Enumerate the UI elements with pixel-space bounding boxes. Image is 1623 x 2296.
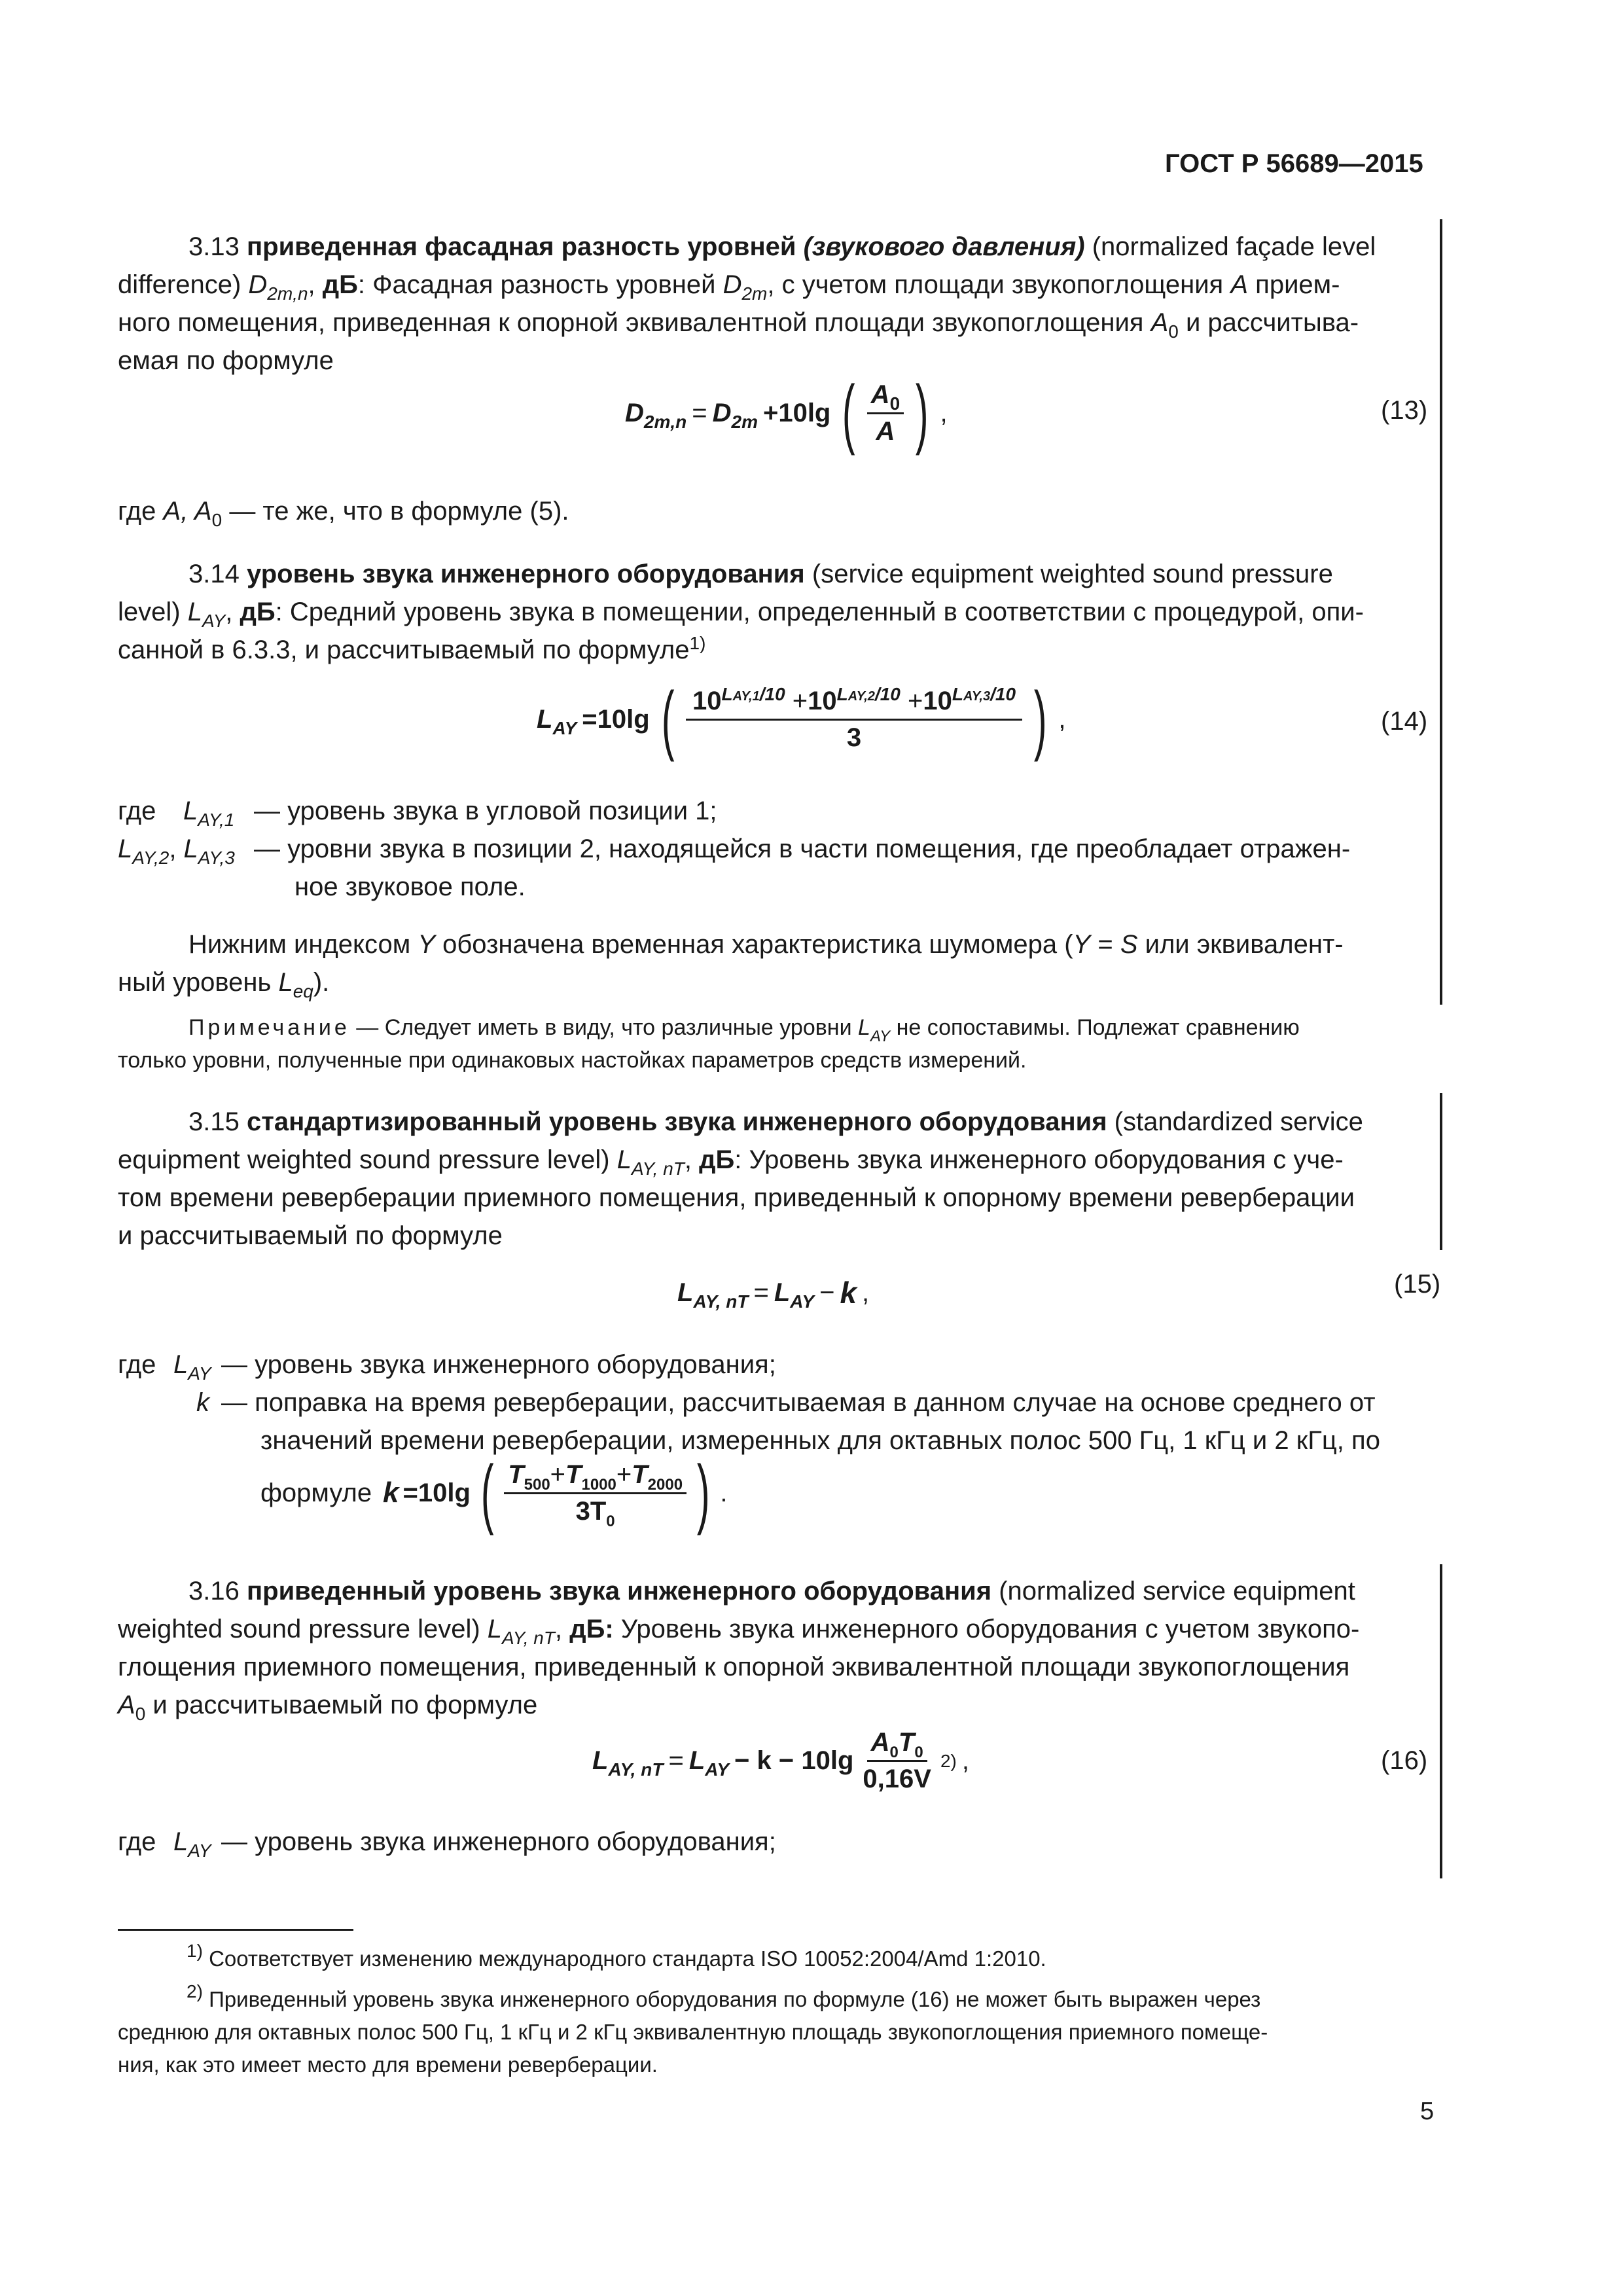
fraction: $\frac{A_0T_0}{0,16V}$ xyxy=(863,1728,931,1793)
formula-symbol: D xyxy=(625,398,644,427)
where-item: где xyxy=(118,1350,156,1379)
symbol: A xyxy=(1150,308,1169,337)
definition-text: и рассчитыва- xyxy=(1185,308,1359,337)
english-term-cont: equipment weighted sound pressure level) xyxy=(118,1145,610,1174)
english-term-cont: level) xyxy=(118,598,181,626)
formula-punct: , xyxy=(1058,704,1066,734)
fraction: $\frac{10^{LAY,1/10} +10^{LAY,2/10} +10^{LAY,3/10}}{3}$ xyxy=(686,687,1022,753)
unit: дБ xyxy=(240,598,276,626)
paren-open: ( xyxy=(480,1450,494,1536)
where-item: где xyxy=(118,797,156,825)
definition-text: : Фасадная разность уровней xyxy=(357,270,716,299)
section-number: 3.15 xyxy=(188,1107,240,1136)
unit: дБ xyxy=(699,1145,735,1174)
symbol-sub: 2m xyxy=(741,283,768,304)
change-bar xyxy=(1440,1564,1442,1878)
term: приведенная фасадная разность уровней xyxy=(246,232,796,261)
where-item: где xyxy=(118,1827,156,1856)
where-text: — уровни звука в позиции 2, находящейся в части помещения, где преобладает отражен- ное звуковое поле. xyxy=(254,834,1351,901)
footnote-1: $^{1)}$ Соответствует изменению международного стандарта ISO 10052:2004/Amd 1:2010. xyxy=(187,1941,1046,1971)
definition-text: , с учетом площади звукопоглощения xyxy=(767,270,1224,299)
power-base: 10 xyxy=(923,686,952,715)
symbol: A xyxy=(1230,270,1249,299)
definition-text: емая по формуле xyxy=(118,346,334,375)
symbol-sub: AY, nT xyxy=(502,1628,555,1648)
formula-operator: =10lg xyxy=(582,704,650,734)
section-number: 3.16 xyxy=(188,1577,240,1605)
definition-text: санной в 6.3.3, и рассчитываемый по формуле xyxy=(118,636,690,664)
symbol-sub: 2m,n xyxy=(267,283,308,304)
page-number: 5 xyxy=(1420,2098,1435,2125)
formula-operator: + xyxy=(907,686,923,715)
formula-sub: AY xyxy=(552,717,577,738)
footnote-2: $^{2)}$ Приведенный уровень звука инженерного оборудования по формуле (16) не может быть выражен через среднюю для октавных полос 500 Гц, 1 кГц и 2 кГц эквивалентную площадь звукопоглощения приемного помеще- ния, как это имеет место для времени реверберации. xyxy=(118,1981,1268,2077)
paren-open: ( xyxy=(842,370,855,456)
unit: дБ: xyxy=(569,1615,614,1643)
change-bar xyxy=(1440,219,1442,1005)
equation-number: (15) xyxy=(1394,1270,1441,1299)
footnote-separator xyxy=(118,1929,353,1931)
term-qualifier: (звукового давления) xyxy=(803,232,1085,261)
paren-open: ( xyxy=(661,676,675,762)
power-base: 10 xyxy=(692,686,722,715)
where-symbol: $L_{AY,1}$ xyxy=(183,797,235,830)
symbol-sub: AY xyxy=(202,611,226,631)
symbol: D xyxy=(248,270,268,299)
english-term: (normalized service equipment xyxy=(999,1577,1355,1605)
definition-text: : Средний уровень звука в помещении, определенный в соответствии с процедурой, опи- xyxy=(275,598,1364,626)
formula-k: k =10lg ( $\frac{T_{500}+T_{1000}+T_{2000}}{3T_0}$ ) . xyxy=(383,1450,728,1536)
section-3-16: 3.16 приведенный уровень звука инженерного оборудования (normalized service equipment weighted sound pressure level) $L_{AY, nT}$, дБ: Уровень звука инженерного оборудования с учетом звукопо- глощения приемного помещения, приведенный к опорной эквивалентной площади звукопоглощения $A_0$ и рассчитываемый по формуле xyxy=(118,1572,1430,1724)
symbol: L xyxy=(187,598,202,626)
definition-text: Уровень звука инженерного оборудования с учетом звукопо- xyxy=(613,1615,1360,1643)
change-bar xyxy=(1440,1093,1442,1250)
formula-sub: 2m xyxy=(731,411,758,432)
term: стандартизированный уровень звука инженерного оборудования xyxy=(246,1107,1107,1136)
equation-number: (16) xyxy=(1381,1746,1428,1775)
english-term-cont: difference) xyxy=(118,270,241,299)
formula-sub: 0 xyxy=(889,393,901,414)
index-paragraph: Нижним индексом Y обозначена временная характеристика шумомера (Y = S или эквивалент- ный уровень $L_{eq}$). xyxy=(118,930,1344,1001)
where-text: — поправка на время реверберации, рассчитываемая в данном случае на основе среднего от значений времени реверберации, измеренных для октавных полос 500 Гц, 1 кГц и 2 кГц, по xyxy=(221,1388,1380,1455)
symbol-sub: 0 xyxy=(1168,321,1179,342)
definition-text: том времени реверберации приемного помещения, приведенный к опорному времени реверберации xyxy=(118,1183,1355,1212)
where-symbol: $L_{AY}$ xyxy=(173,1827,211,1861)
fraction: $\frac{T_{500}+T_{1000}+T_{2000}}{3T_0}$ xyxy=(504,1460,687,1526)
where-symbol: k xyxy=(196,1388,209,1417)
equation-number: (13) xyxy=(1381,396,1428,425)
formula-15: $L_{AY, nT}$ = $L_{AY}$ − k , xyxy=(677,1276,870,1312)
numerator: A xyxy=(870,380,890,409)
fraction xyxy=(867,380,904,446)
definition-text: прием- xyxy=(1255,270,1340,299)
where-symbol: $L_{AY,2}$, $L_{AY,3}$ xyxy=(118,834,235,868)
where-clause: где A, $A_0$ — те же, что в формуле (5). xyxy=(118,497,569,530)
formula-16: $L_{AY, nT}$ = $L_{AY}$ − k − 10lg $\frac{A_0T_0}{0,16V}$ 2) , xyxy=(592,1728,969,1793)
section-3-15: 3.15 стандартизированный уровень звука инженерного оборудования (standardized service equipment weighted sound pressure level) $L_{AY, nT}$, дБ: Уровень звука инженерного оборудования с уче- том времени реверберации приемного помещения, приведенный к опорному времени реверберации и рассчитываемый по формуле xyxy=(118,1103,1430,1255)
section-3-13: 3.13 приведенная фасадная разность уровней (звукового давления) (normalized façade level difference) $D_{2m,n}$, дБ: Фасадная разность уровней $D_{2m}$, с учетом площади звукопоглощения A прием- ного помещения, приведенная к опорной эквивалентной площади звукопоглощения $A_0$ и рассчитыва- емая по формуле xyxy=(118,228,1430,380)
where-text: — уровень звука в угловой позиции 1; xyxy=(254,797,717,825)
formula-symbol: D xyxy=(712,398,732,427)
formula-punct: , xyxy=(940,398,948,427)
where-symbol: $L_{AY}$ xyxy=(173,1350,211,1384)
english-term: (standardized service xyxy=(1114,1107,1363,1136)
english-term-cont: weighted sound pressure level) xyxy=(118,1615,480,1643)
where-text: — уровень звука инженерного оборудования; xyxy=(221,1350,776,1379)
footnote-ref[interactable]: 1) xyxy=(689,633,706,653)
formula-operator: = xyxy=(692,398,707,427)
denominator: 3 xyxy=(846,723,862,752)
symbol: L xyxy=(616,1145,632,1174)
power-base: 10 xyxy=(808,686,837,715)
term: приведенный уровень звука инженерного оборудования xyxy=(246,1577,992,1605)
definition-text: глощения приемного помещения, приведенный к опорной эквивалентной площади звукопоглощения xyxy=(118,1653,1350,1681)
paren-close: ) xyxy=(1033,676,1047,762)
english-term: (service equipment weighted sound pressure xyxy=(812,560,1333,588)
formula-sub: 2m,n xyxy=(643,411,687,432)
definition-text: и рассчитываемый по формуле xyxy=(118,1221,503,1250)
section-number: 3.13 xyxy=(188,232,240,261)
formula-14 xyxy=(537,676,1066,762)
formula-operator: +10lg xyxy=(762,398,831,427)
formula-operator: + xyxy=(792,686,808,715)
note: Примечание — Следует иметь в виду, что различные уровни $L_{AY}$ не сопоставимы. Подлежат сравнению только уровни, полученные при одинаковых настойках параметров средств измерений. xyxy=(118,1015,1300,1073)
term: уровень звука инженерного оборудования xyxy=(246,560,805,588)
formula-symbol: L xyxy=(537,704,553,734)
symbol-sub: AY, nT xyxy=(631,1158,685,1179)
paren-close: ) xyxy=(915,370,929,456)
symbol: L xyxy=(487,1615,503,1643)
paren-close: ) xyxy=(696,1450,710,1536)
section-3-14: 3.14 уровень звука инженерного оборудования (service equipment weighted sound pressure level) $L_{AY}$, дБ: Средний уровень звука в помещении, определенный в соответствии с процедурой, опи- санной в 6.3.3, и рассчитываемый по формуле$^{1)}$ xyxy=(118,560,1364,664)
english-term: (normalized façade level xyxy=(1092,232,1376,261)
definition-text: ного помещения, приведенная к опорной эквивалентной площади звукопоглощения xyxy=(118,308,1144,337)
symbol: D xyxy=(722,270,742,299)
denominator: A xyxy=(876,416,895,446)
document-header: ГОСТ Р 56689—2015 xyxy=(1165,149,1423,178)
equation-number: (14) xyxy=(1381,707,1428,736)
formula-13 xyxy=(625,370,948,456)
section-number: 3.14 xyxy=(188,560,240,588)
where-text: — уровень звука инженерного оборудования; xyxy=(221,1827,776,1856)
definition-text: : Уровень звука инженерного оборудования с уче- xyxy=(734,1145,1344,1174)
unit: дБ xyxy=(322,270,358,299)
where-text: формуле xyxy=(260,1479,372,1507)
